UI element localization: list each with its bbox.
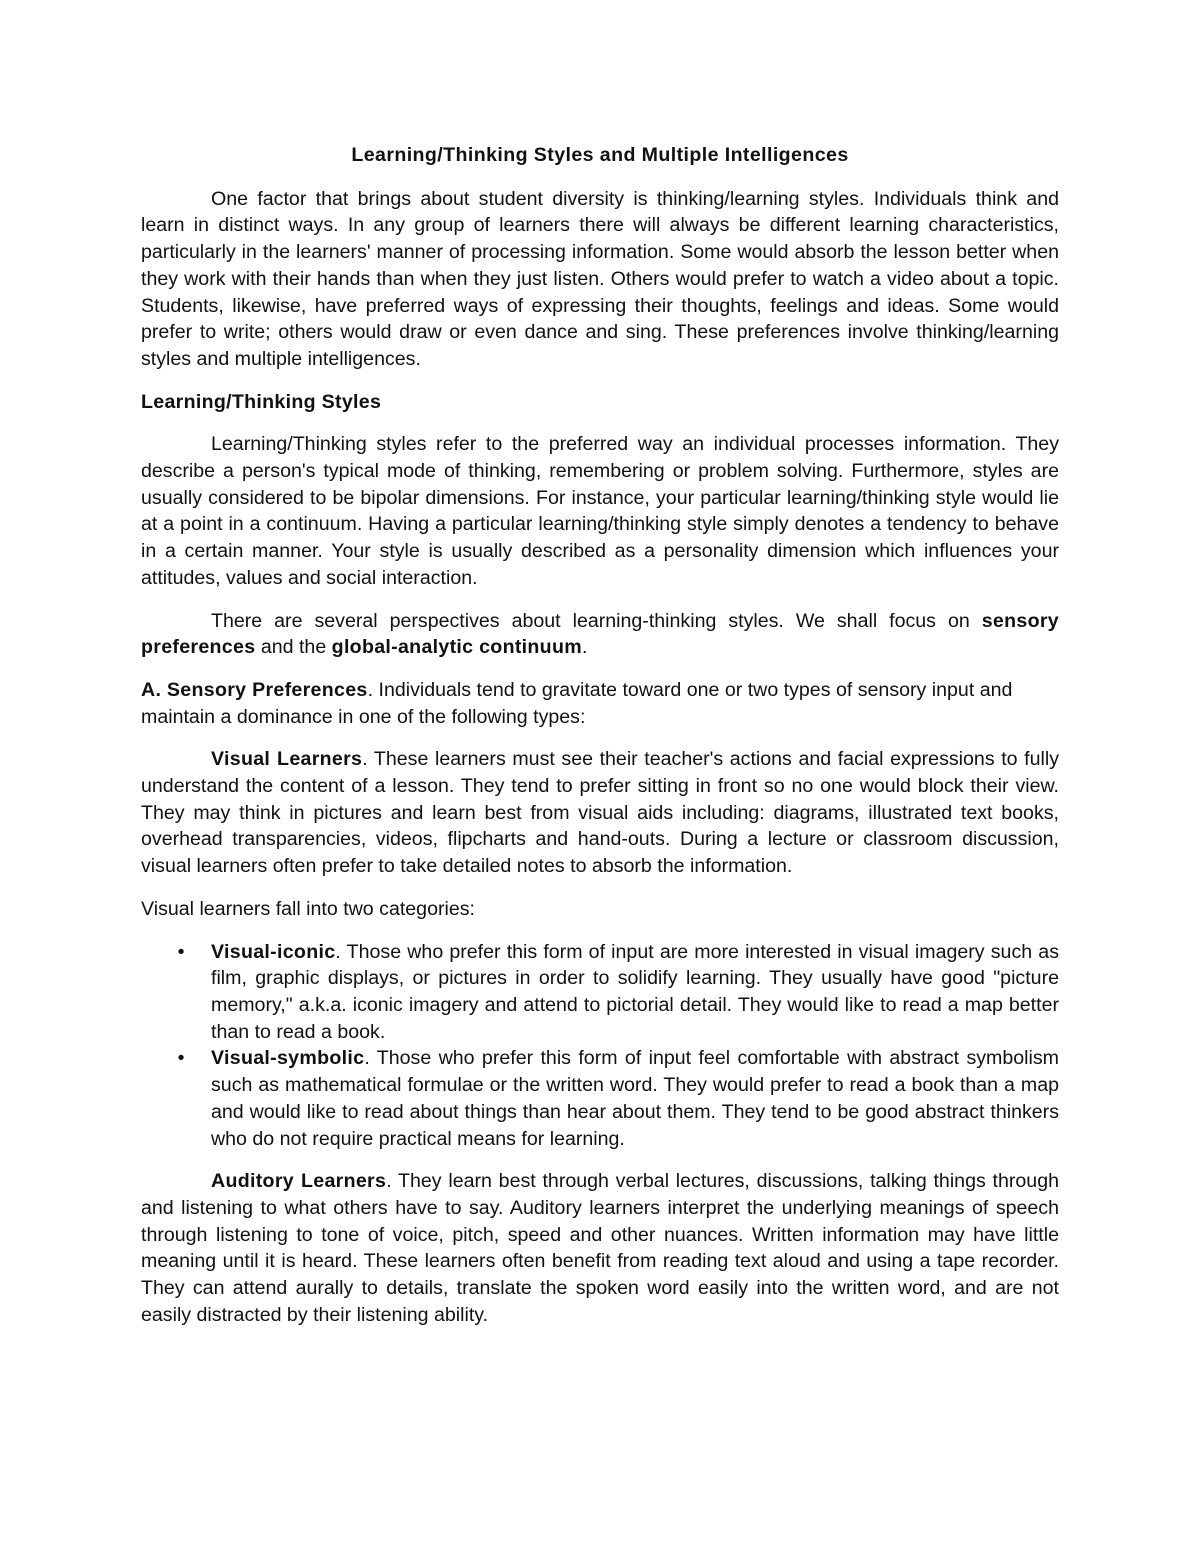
- bullet-icon: •: [177, 940, 185, 963]
- visual-categories-intro: Visual learners fall into two categories:: [141, 897, 475, 920]
- sensory-preferences-term: sensory preferences: [141, 609, 1059, 659]
- global-analytic-term: global-analytic continuum: [331, 636, 582, 659]
- visual-iconic-text: . Those who prefer this form of input are more interested in visual imagery such as film, graphic displays, or pictures in order to solidify learning. They usually have good "picture memory," a.k.a. iconic imagery and attend to pictorial detail. They would like to read a map better than to read a book.: [211, 940, 1059, 1043]
- auditory-learners-label: Auditory Learners: [211, 1170, 387, 1193]
- bullet-icon: •: [177, 1047, 185, 1070]
- intro-paragraph: One factor that brings about student diversity is thinking/learning styles. Individuals think and learn in distinct ways. In any group of learners there will always be different learning characteristics, particularly in the learners' manner of processing information. Some would absorb the lesson better when they work with their hands than when they just listen. Others would prefer to watch a video about a topic. Students, likewise, have preferred ways of expressing their thoughts, feelings and ideas. Some would prefer to write; others would draw or even dance and sing. These preferences involve thinking/learning styles and multiple intelligences.: [141, 187, 1059, 370]
- styles-paragraph: Learning/Thinking styles refer to the preferred way an individual processes information. They describe a person's typical mode of thinking, remembering or problem solving. Furthermore, styles are usually considered to be bipolar dimensions. For instance, your particular learning/thinking style would lie at a point in a continuum. Having a particular learning/thinking style simply denotes a tendency to behave in a certain manner. Your style is usually described as a personality dimension which influences your attitudes, values and social interaction.: [141, 433, 1059, 589]
- auditory-learners-text: . They learn best through verbal lectures, discussions, talking things through and listening to what others have to say. Auditory learners interpret the underlying meanings of speech through listening to tone of voice, pitch, speed and other nuances. Written information may have little meaning until it is heard. These learners often benefit from reading text aloud and using a tape recorder. They can attend aurally to details, translate the spoken word easily into the written word, and are not easily distracted by their listening ability.: [141, 1170, 1059, 1326]
- perspectives-text-before: There are several perspectives about learning-thinking styles. We shall focus on: [211, 609, 982, 632]
- perspectives-text-after: .: [581, 636, 588, 659]
- sensory-preferences-label: A. Sensory Preferences: [141, 678, 368, 701]
- visual-learners-paragraph: [141, 746, 1059, 880]
- auditory-learners-paragraph: [141, 1168, 1059, 1328]
- section-heading: Learning/Thinking Styles: [141, 390, 382, 413]
- page-title: Learning/Thinking Styles and Multiple Intelligences: [351, 144, 849, 166]
- visual-symbolic-text: . Those who prefer this form of input feel comfortable with abstract symbolism such as mathematical formulae or the written word. They would prefer to read a book than a map and would like to read about things than hear about them. They tend to be good abstract thinkers who do not require practical means for learning.: [211, 1047, 1059, 1150]
- perspectives-text-middle: and the: [255, 636, 332, 659]
- visual-categories-list: [141, 939, 1059, 1153]
- list-item: [141, 1045, 1059, 1152]
- visual-learners-label: Visual Learners: [211, 748, 363, 771]
- document-page: [141, 142, 1059, 1344]
- sensory-preferences-paragraph: [141, 677, 1059, 730]
- perspectives-paragraph: [141, 608, 1059, 661]
- visual-learners-text: . These learners must see their teacher's actions and facial expressions to fully understand the content of a lesson. They tend to prefer sitting in front so no one would block their view. They may think in pictures and learn best from visual aids including: diagrams, illustrated text books, overhead transparencies, videos, flipcharts and hand-outs. During a lecture or classroom discussion, visual learners often prefer to take detailed notes to absorb the information.: [141, 748, 1059, 878]
- visual-symbolic-label: Visual-symbolic: [211, 1047, 365, 1070]
- visual-iconic-label: Visual-iconic: [211, 940, 336, 963]
- list-item: [141, 939, 1059, 1046]
- sensory-preferences-text: . Individuals tend to gravitate toward one or two types of sensory input and maintain a dominance in one of the following types:: [141, 678, 1013, 728]
